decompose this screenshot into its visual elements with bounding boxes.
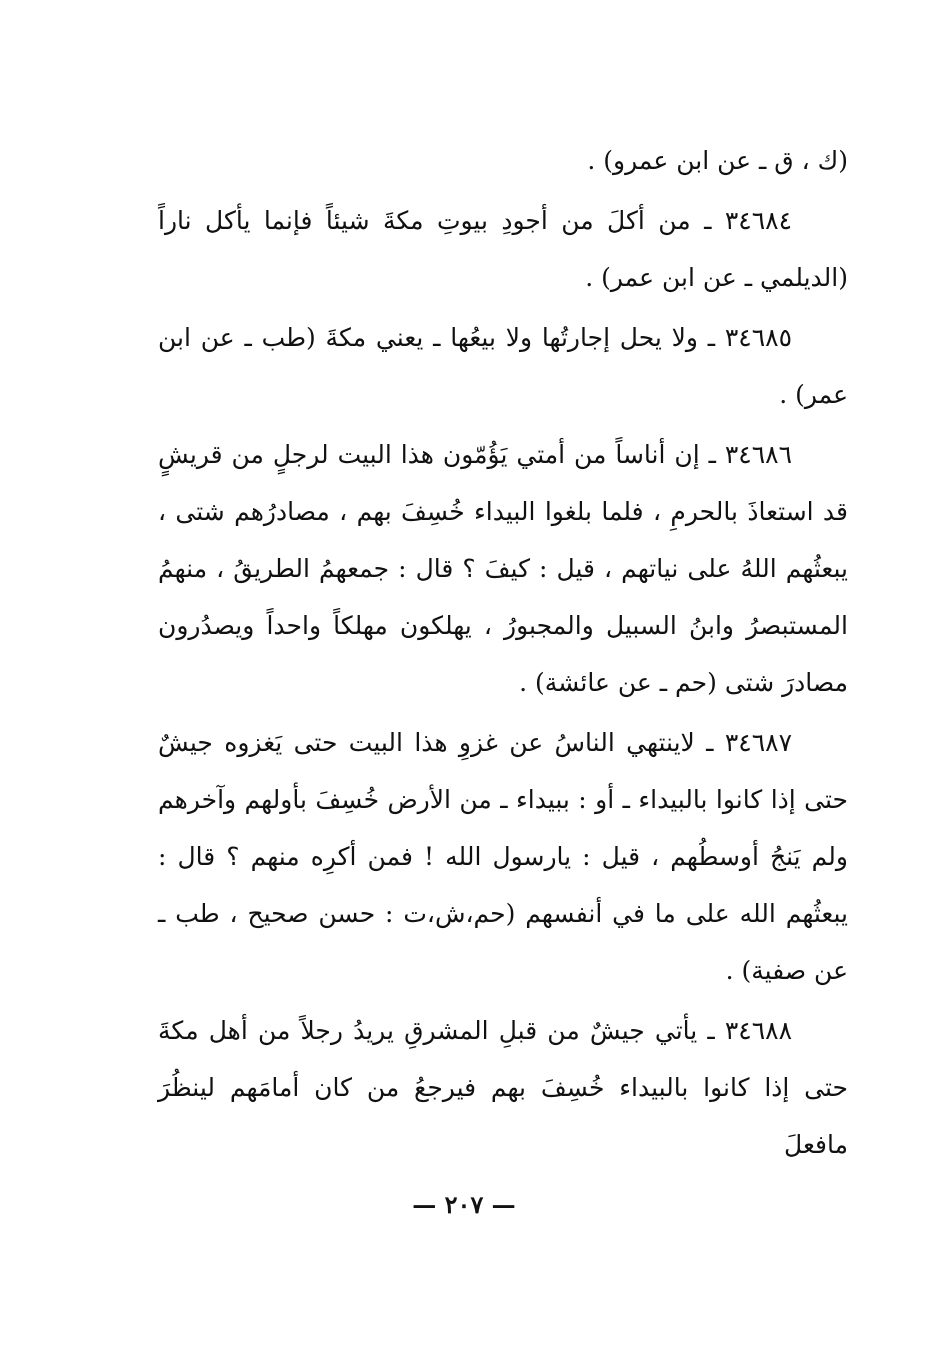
hadith-34686 xyxy=(158,426,848,711)
hadith-number: ٣٤٦٨٦ xyxy=(724,440,793,469)
hadith-text: ـ إن أناساً من أمتي يَؤُمّون هذا البيت لرجلٍ من قريشٍ قد استعاذَ بالحرمِ ، فلما بلغوا البيداء خُسِفَ بهم ، مصادرُهم شتى ، يبعثُهم اللهُ على نياتهم ، قيل : كيفَ ؟ قال : جمعهمُ الطريقُ ، منهمُ المستبصرُ وابنُ السبيل والمجبورُ ، يهلكون مهلكاً واحداً ويصدُرون مصادرَ شتى (حم ـ عن عائشة) . xyxy=(158,440,848,697)
page-body-text xyxy=(158,132,848,1176)
hadith-number: ٣٤٦٨٧ xyxy=(724,728,792,757)
hadith-number: ٣٤٦٨٥ xyxy=(724,323,793,352)
hadith-text: ـ من أكلَ من أجودِ بيوتِ مكةَ شيئاً فإنما يأكل ناراً (الديلمي ـ عن ابن عمر) . xyxy=(158,206,848,292)
hadith-34687 xyxy=(158,714,848,999)
page-number: — ٢٠٧ — xyxy=(412,1190,516,1219)
hadith-text: ـ يأتي جيشٌ من قبلِ المشرقِ يريدُ رجلاً من أهل مكةَ حتى إذا كانوا بالبيداء خُسِفَ بهم فيرجعُ من كان أمامَهم لينظُرَ مافعلَ xyxy=(158,1016,848,1159)
hadith-34684 xyxy=(158,192,848,306)
hadith-text: ـ ولا يحل إجارتُها ولا بيعُها ـ يعني مكةَ (طب ـ عن ابن عمر) . xyxy=(158,323,848,409)
hadith-text: ـ لاينتهي الناسُ عن غزوِ هذا البيت حتى يَغزوه جيشٌ حتى إذا كانوا بالبيداء ـ أو : ببيداء ـ من الأرض خُسِفَ بأولهم وآخرهم ولم يَنجُ أوسطُهم ، قيل : يارسول الله ! فمن أكرِه منهم ؟ قال : يبعثُهم الله على ما في أنفسهم (حم،ش،ت : حسن صحيح ، طب ـ عن صفية) . xyxy=(158,728,848,985)
hadith-34685 xyxy=(158,309,848,423)
hadith-number: ٣٤٦٨٨ xyxy=(724,1016,792,1045)
hadith-34688 xyxy=(158,1002,848,1173)
continuation-text: (ك ، ق ـ عن ابن عمرو) . xyxy=(587,146,848,175)
continuation-line xyxy=(158,132,848,189)
hadith-number: ٣٤٦٨٤ xyxy=(724,206,793,235)
